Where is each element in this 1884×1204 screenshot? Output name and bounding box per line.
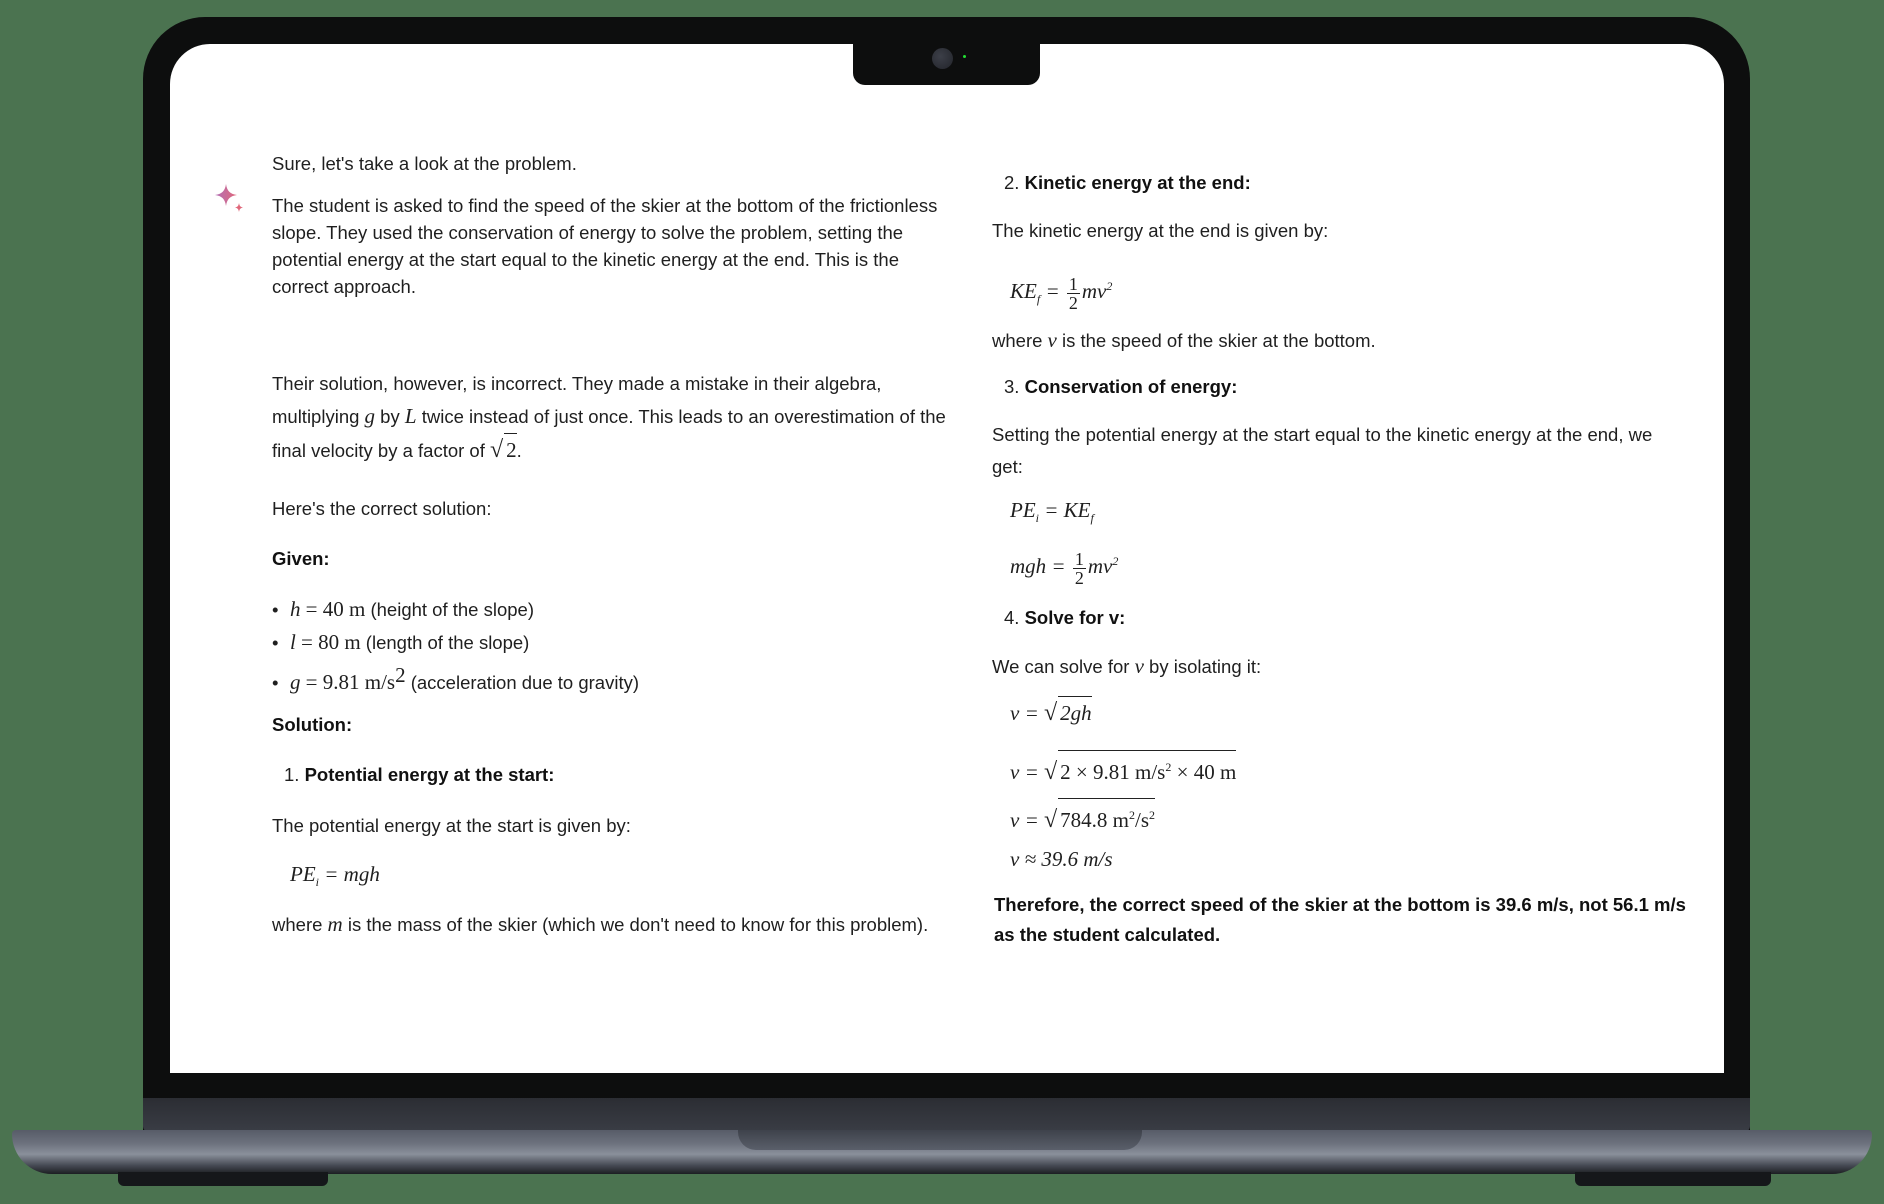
step-1-text: The potential energy at the start is given by: xyxy=(272,815,631,836)
text: by xyxy=(375,406,405,427)
math-term: KE xyxy=(1010,279,1037,303)
webcam-icon xyxy=(932,48,953,69)
math-term: /s xyxy=(1135,808,1150,832)
equation-v-substituted: v = √ 2 × 9.81 $m/s^2 \times 40$ m xyxy=(1010,750,1236,788)
text: is the mass of the skier (which we don't need to know for this problem). xyxy=(342,914,929,935)
laptop-chin xyxy=(143,1098,1750,1132)
denominator: 2 xyxy=(1074,567,1084,588)
paragraph-line: potential energy at the start equal to the kinetic energy at the end. This is the xyxy=(272,249,899,270)
intro-text: Sure, let's take a look at the problem. xyxy=(272,153,577,174)
paragraph-1 xyxy=(272,190,937,303)
conclusion-line: Therefore, the correct speed of the skier at the bottom is 39.6 m/s, not 56.1 m/s xyxy=(994,894,1686,915)
fraction xyxy=(1073,550,1086,587)
sqrt-expression: √ 2 xyxy=(490,438,517,462)
step-4-heading xyxy=(1004,602,1125,634)
math-subscript: f xyxy=(1036,292,1041,307)
math-variable: g xyxy=(364,404,376,428)
math-variable: v xyxy=(1047,328,1057,352)
math-term: mv xyxy=(1087,554,1113,578)
paragraph-line xyxy=(272,433,946,467)
math-term: mv xyxy=(1081,279,1107,303)
radicand xyxy=(1058,750,1236,788)
step-number: 4. xyxy=(1004,607,1020,628)
math-exponent: 2 xyxy=(1112,554,1119,568)
step-title: Potential energy at the start: xyxy=(304,764,555,785)
conclusion xyxy=(994,889,1686,951)
numerator: 1 xyxy=(1068,273,1078,294)
given-description: (length of the slope) xyxy=(360,632,530,653)
step-title: Kinetic energy at the end: xyxy=(1024,172,1251,193)
math-variable: v xyxy=(1134,654,1144,678)
step-3-text xyxy=(992,419,1652,483)
step-1-note xyxy=(272,908,928,941)
text: multiplying xyxy=(272,406,365,427)
equation-v-evaluated: v = √ 784.8 $m^2/s^2$ xyxy=(1010,798,1155,836)
math-exponent: 2 xyxy=(1106,279,1113,293)
math-subscript: i xyxy=(1035,511,1039,526)
paragraph-line xyxy=(272,400,946,433)
text: final velocity by a factor of xyxy=(272,440,490,461)
radicand xyxy=(1058,798,1155,836)
step-3-heading xyxy=(1004,371,1237,403)
equation-v-result: v ≈ 39.6 m/s xyxy=(1010,847,1113,871)
text: is the speed of the skier at the bottom. xyxy=(1056,330,1376,351)
chat-response xyxy=(170,44,1724,1073)
math-term: × 40 m xyxy=(1171,760,1237,784)
step-2-text: The kinetic energy at the end is given by: xyxy=(992,220,1329,241)
solution-heading: Solution: xyxy=(272,714,353,735)
math-variable: l xyxy=(290,630,296,654)
text: by isolating it: xyxy=(1143,656,1262,677)
laptop-screen xyxy=(170,44,1724,1073)
equation-mgh xyxy=(1010,541,1118,587)
math-variable: g xyxy=(290,670,301,695)
sparkle-icon xyxy=(213,183,247,217)
given-description: (acceleration due to gravity) xyxy=(405,672,639,694)
step-4-text xyxy=(992,650,1261,683)
math-exponent: 2 xyxy=(1165,760,1172,774)
math-term: PE xyxy=(290,862,316,886)
math-term: v = xyxy=(1010,701,1039,725)
equation-conservation xyxy=(1010,494,1094,534)
paragraph-line: The student is asked to find the speed of the skier at the bottom of the frictionless xyxy=(272,195,938,216)
step-title: Conservation of energy: xyxy=(1024,376,1238,397)
radicand: 2 xyxy=(504,433,517,466)
fraction xyxy=(1067,275,1080,312)
step-number: 2. xyxy=(1004,172,1020,193)
paragraph-line: correct approach. xyxy=(272,276,416,297)
text: . xyxy=(516,440,522,461)
equation-ke: $KE_f$ = $\frac{1}{2}$ $mv^2$ xyxy=(1010,273,1113,313)
laptop-foot-left xyxy=(118,1172,328,1186)
math-term: = mgh xyxy=(324,862,380,886)
paragraph-line: Setting the potential energy at the start equal to the kinetic energy at the end, we xyxy=(992,424,1653,445)
math-term: = KE xyxy=(1039,498,1091,522)
step-number: 1. xyxy=(284,764,300,785)
given-description: (height of the slope) xyxy=(365,599,534,620)
math-exponent: 2 xyxy=(395,663,406,687)
step-number: 3. xyxy=(1004,376,1020,397)
conclusion-line: as the student calculated. xyxy=(994,924,1221,945)
equation-pe xyxy=(290,858,380,898)
paragraph-line: slope. They used the conservation of energy to solve the problem, setting the xyxy=(272,222,904,243)
camera-indicator-light xyxy=(963,55,966,58)
laptop-foot-right xyxy=(1575,1172,1771,1186)
paragraph-line: get: xyxy=(992,456,1023,477)
given-item: • g = 9.81 $m/s^2$ (acceleration due to gravity) xyxy=(272,663,639,695)
math-term: PE xyxy=(1010,498,1036,522)
step-2-note xyxy=(992,324,1376,357)
math-term: 2 × 9.81 m/s xyxy=(1060,760,1166,784)
paragraph-3: Here's the correct solution: xyxy=(272,498,492,519)
math-term: v = xyxy=(1010,808,1039,832)
numerator: 1 xyxy=(1074,548,1084,569)
math-variable: L xyxy=(404,404,417,428)
given-item: • l = 80 m (length of the slope) xyxy=(272,630,530,654)
math-term: v = xyxy=(1010,760,1039,784)
given-item: • h = 40 m (height of the slope) xyxy=(272,597,534,621)
lid-opening-groove xyxy=(738,1130,1142,1150)
step-1-heading xyxy=(284,759,554,791)
text: where xyxy=(272,914,328,935)
text: twice instead of just once. This leads to an overestimation of the xyxy=(416,406,946,427)
math-value: = 40 m xyxy=(305,597,366,621)
math-value: = 80 m xyxy=(300,630,361,654)
given-heading: Given: xyxy=(272,548,330,569)
step-2-heading xyxy=(1004,167,1251,199)
math-variable: h xyxy=(290,597,301,621)
step-title: Solve for v: xyxy=(1024,607,1126,628)
math-variable: m xyxy=(327,912,343,936)
denominator: 2 xyxy=(1068,292,1078,313)
math-exponent: 2 xyxy=(1129,808,1136,822)
given-list xyxy=(272,593,639,699)
radicand: 2gh xyxy=(1058,696,1092,729)
text: where xyxy=(992,330,1048,351)
math-term: mgh = xyxy=(1010,554,1066,578)
equation-v-sqrt: v = √ 2gh xyxy=(1010,696,1092,729)
math-exponent: 2 xyxy=(1149,808,1156,822)
math-value: = 9.81 m/s xyxy=(305,670,396,695)
math-subscript: f xyxy=(1090,511,1094,526)
math-subscript: i xyxy=(315,875,319,890)
paragraph-line: Their solution, however, is incorrect. They made a mistake in their algebra, xyxy=(272,373,882,394)
math-term: 784.8 m xyxy=(1060,808,1130,832)
paragraph-2 xyxy=(272,368,946,467)
text: We can solve for xyxy=(992,656,1135,677)
